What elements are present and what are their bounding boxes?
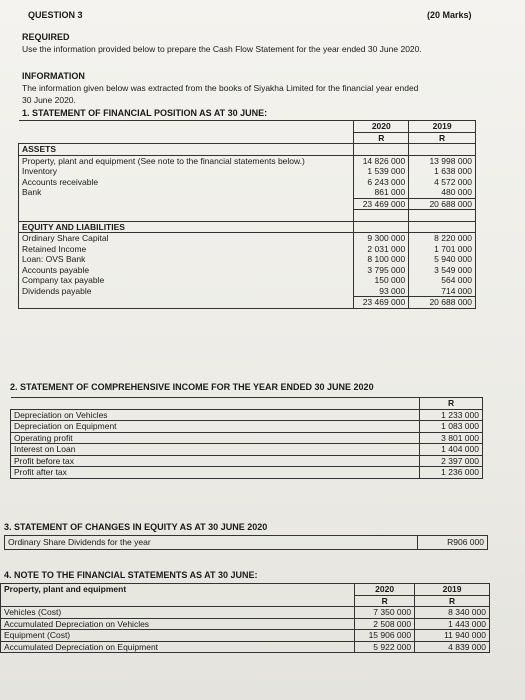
marks-label: (20 Marks)	[427, 10, 472, 20]
table-row: Accounts payable 3 795 000 3 549 000	[19, 265, 476, 276]
sfp-col-2020: 2020	[354, 121, 409, 133]
information-line-1: The information given below was extracted from the books of Siyakha Limited for the financial year ended	[22, 83, 419, 93]
sci-currency: R	[420, 398, 483, 410]
soce-table	[4, 535, 488, 550]
note-title: 4. NOTE TO THE FINANCIAL STATEMENTS AS AT 30 JUNE:	[4, 570, 258, 580]
sfp-title: 1. STATEMENT OF FINANCIAL POSITION AS AT 30 JUNE:	[22, 108, 268, 118]
table-row: Accumulated Depreciation on Equipment 5 922 000 4 839 000	[1, 641, 490, 653]
table-row: Loan: OVS Bank 8 100 000 5 940 000	[19, 254, 476, 265]
equity-heading: EQUITY AND LIABILITIES	[19, 221, 354, 233]
table-row: Profit after tax 1 236 000	[11, 467, 483, 479]
sci-title: 2. STATEMENT OF COMPREHENSIVE INCOME FOR THE YEAR ENDED 30 JUNE 2020	[10, 382, 374, 392]
table-row: Vehicles (Cost) 7 350 000 8 340 000	[1, 607, 490, 619]
assets-total-row: 23 469 000 20 688 000	[19, 198, 476, 210]
note-table: Property, plant and equipment 2020 2019 R R Vehicles (Cost) 7 350 000 8 340 000 Accumulated Depreciation on Vehicles 2 508 000 1 443 000 Equipment (Cost) 15 906 000 11 940 000 Accumulated Depreciation on Equipment 5 922 000 4 839 000	[0, 583, 490, 653]
sfp-cur-2019: R	[409, 132, 476, 144]
soce-title: 3. STATEMENT OF CHANGES IN EQUITY AS AT 30 JUNE 2020	[4, 522, 268, 532]
note-subtitle: Property, plant and equipment	[1, 584, 355, 596]
table-row: Retained Income 2 031 000 1 701 000	[19, 244, 476, 255]
assets-heading: ASSETS	[19, 144, 354, 156]
sfp-table	[18, 120, 476, 309]
table-row: Ordinary Share Dividends for the year R906 000	[5, 536, 488, 550]
table-row: Profit before tax 2 397 000	[11, 455, 483, 467]
sfp-cur-2020: R	[354, 132, 409, 144]
equity-total-row: 23 469 000 20 688 000	[19, 297, 476, 309]
information-line-2: 30 June 2020.	[22, 95, 76, 105]
table-row: Interest on Loan 1 404 000	[11, 444, 483, 456]
table-row: Accumulated Depreciation on Vehicles 2 508 000 1 443 000	[1, 618, 490, 630]
table-row: Dividends payable 93 000 714 000	[19, 286, 476, 297]
table-row: Depreciation on Vehicles 1 233 000	[11, 409, 483, 421]
table-row: Depreciation on Equipment 1 083 000	[11, 421, 483, 433]
table-row: Company tax payable 150 000 564 000	[19, 275, 476, 286]
question-heading: QUESTION 3	[28, 10, 83, 20]
sci-table	[10, 397, 483, 479]
table-row: Operating profit 3 801 000	[11, 432, 483, 444]
table-row: Equipment (Cost) 15 906 000 11 940 000	[1, 630, 490, 642]
table-row: Bank 861 000 480 000	[19, 187, 476, 198]
required-text: Use the information provided below to prepare the Cash Flow Statement for the year ended 30 June 2020.	[22, 44, 422, 54]
table-row: Inventory 1 539 000 1 638 000	[19, 166, 476, 177]
sfp-col-2019: 2019	[409, 121, 476, 133]
required-title: REQUIRED	[22, 32, 70, 42]
table-row: Property, plant and equipment (See note to the financial statements below.) 14 826 000 13 998 000	[19, 155, 476, 166]
information-title: INFORMATION	[22, 71, 85, 81]
table-row: Accounts receivable 6 243 000 4 572 000	[19, 177, 476, 188]
table-row: Ordinary Share Capital 9 300 000 8 220 000	[19, 233, 476, 244]
